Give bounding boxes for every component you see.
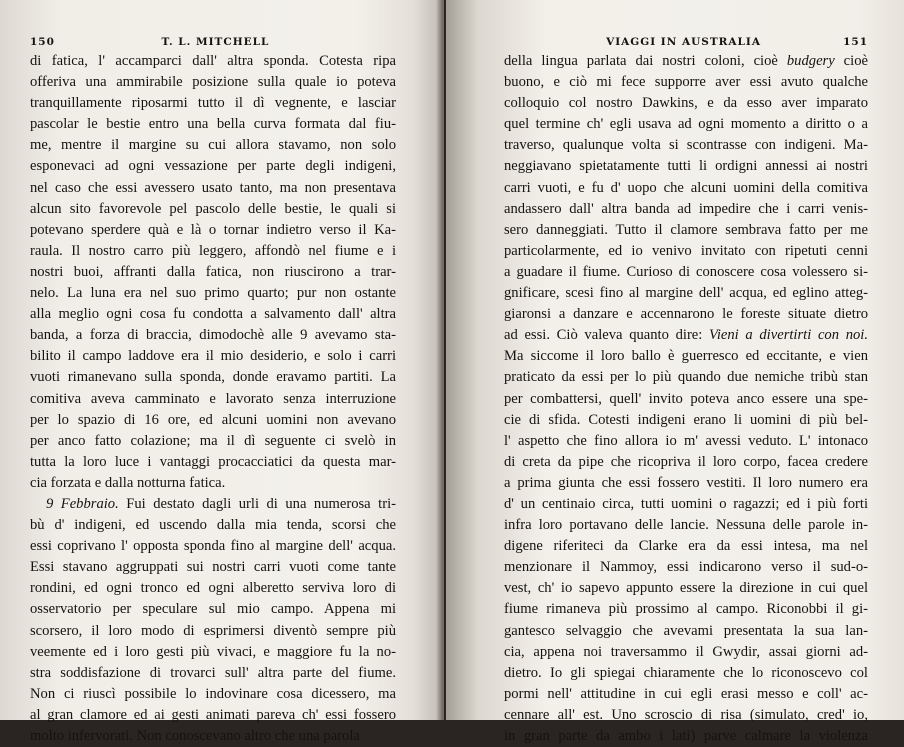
text-line: rondini, ed ogni tronco ed ogni alberetto serviva loro di bbox=[30, 580, 396, 597]
text-line: gnificare, scesi fino al margine dell' acqua, ed eglino atteg- bbox=[504, 285, 868, 302]
text-line: essi coprivano l' opposta sponda fino al margine dell' acqua. bbox=[30, 538, 396, 555]
text-line: stra soddisfazione di trovarci sull' altra parte del fiume. bbox=[30, 664, 396, 681]
paragraph bbox=[504, 51, 868, 747]
text-line: potevano sperdere quà e là o tornar indietro verso il Ka- bbox=[30, 221, 396, 238]
paragraph bbox=[30, 51, 396, 494]
text-line: cennare all' est. Uno scroscio di risa (simulato, cred' io, bbox=[504, 706, 868, 723]
left-page bbox=[0, 0, 444, 744]
text-line: tutta la loro luce i vantaggi procacciatici da questa mar- bbox=[30, 453, 396, 470]
text-line: cia, appena noi traversammo il Gwydir, assai giorni ad- bbox=[504, 643, 868, 660]
text-line: menzionare il Nammoy, essi indicarono verso il sud-o- bbox=[504, 559, 868, 576]
text-line: alcun sito favorevole pel pascolo delle bestie, le quali si bbox=[30, 200, 396, 217]
text-line: Essi stavano aggruppati sui nostri carri vuoti come tante bbox=[30, 559, 396, 576]
italic-text: Vieni a divertirti con noi. bbox=[709, 327, 868, 344]
italic-text: budgery bbox=[786, 53, 835, 69]
left-page-body bbox=[30, 51, 396, 747]
text-line: nel caso che essi avessero usato tanto, ma non presentava bbox=[30, 179, 396, 196]
right-page-number: 151 bbox=[843, 36, 868, 48]
text-line: osservatorio per speculare sul mio campo. Appena mi bbox=[30, 601, 396, 618]
text-line: per combattersi, quell' invito poteva anco essere una spe- bbox=[504, 390, 868, 407]
text-line: comitiva aveva camminato e lavorato senza interruzione bbox=[30, 390, 396, 407]
text-line: d' un centinaio circa, tutti uomini o ragazzi; ed i più forti bbox=[504, 495, 868, 512]
text-line: alla meglio ogni cosa fu condotta a salvamento dall' altra bbox=[30, 306, 396, 323]
text-line: pascolar le bestie entro una bella curva formata dal fiu- bbox=[30, 116, 396, 133]
text-line: dietro. Io gli spiegai chiaramente che lo riconoscevo col bbox=[504, 664, 868, 681]
text-line: digene riferiteci da Clarke era da essi intesa, ma nel bbox=[504, 538, 868, 555]
text-line: neggiavano spietatamente tutti li ordigni annessi ai nostri bbox=[504, 158, 868, 175]
left-page-header bbox=[30, 36, 396, 48]
left-running-head: T. L. MITCHELL bbox=[161, 36, 270, 48]
text-line: andassero dall' altra banda ad impedire che i carri venis- bbox=[504, 200, 868, 217]
text-line: esponevaci ad ogni vessazione per parte degli indigeni, bbox=[30, 158, 396, 175]
text-line: offeriva una ammirabile posizione sulla quale io poteva bbox=[30, 74, 396, 91]
right-page bbox=[446, 0, 904, 744]
text-line: particolarmente, ed io venivo invitato con ripetuti cenni bbox=[504, 242, 868, 259]
text-line: vuoti rimanevano sulla sponda, donde eravamo partiti. La bbox=[30, 369, 396, 386]
text-line: al gran clamore ed ai gesti animati pareva ch' essi fossero bbox=[30, 706, 396, 723]
text-line: di fatica, l' accamparci dall' altra sponda. Cotesta ripa bbox=[30, 53, 396, 69]
text-line: bilito il campo laddove era il mio desiderio, e solo i carri bbox=[30, 348, 396, 365]
left-page-number: 150 bbox=[30, 36, 55, 48]
text-line: infra loro portavano delle lancie. Nessuna delle parole in- bbox=[504, 517, 868, 534]
paragraph bbox=[30, 494, 396, 747]
text-line: molto infervorati. Non conoscevano altro che una parola bbox=[30, 728, 360, 744]
text-line: gantesco selvaggio che avevami presentata la sua lan- bbox=[504, 622, 868, 639]
text-line: raula. Il nostro carro più leggero, affondò nel fiume e i bbox=[30, 242, 396, 259]
text-line: veemente ed i loro gesti più vivaci, e maggiore fu la no- bbox=[30, 643, 396, 660]
text-line: l' aspetto che fino allora io m' avessi veduto. L' intonaco bbox=[504, 432, 868, 449]
text-line: traverso, qualunque volta si scontrasse con indigeni. Ma- bbox=[504, 137, 868, 154]
text-line: tranquillamente riposarmi tutto il dì vegnente, e lasciar bbox=[30, 95, 396, 112]
text-line: banda, a forza di braccia, dimodochè alle 9 avevamo sta- bbox=[30, 327, 396, 344]
text-line: di creta da pipe che ricopriva il loro corpo, facea credere bbox=[504, 453, 868, 470]
text-line: a guadare il fiume. Curioso di conoscere cosa volessero si- bbox=[504, 263, 868, 280]
right-page-body bbox=[504, 51, 868, 747]
text-line: nostri buoi, affranti dalla fatica, non riuscirono a trar- bbox=[30, 263, 396, 280]
text-line: per anco fatto colazione; ma il dì seguente ci svelò in bbox=[30, 432, 396, 449]
text-line: vest, ch' io sapevo appunto essere la direzione in cui quel bbox=[504, 580, 868, 597]
text-line: buono, e ciò mi fece supporre aver essi avuto qualche bbox=[504, 74, 868, 91]
text-line: per lo spazio di 16 ore, ed alcuni uomini non avevano bbox=[30, 411, 396, 428]
text-line: colloquio col nostro Dawkins, e da esso aver imparato bbox=[504, 95, 868, 112]
text-line: carri vuoti, e fu d' uopo che alcuni uomini della comitiva bbox=[504, 179, 868, 196]
text-line: scorsero, il loro modo di esprimersi diventò sempre più bbox=[30, 622, 396, 639]
text-line: sero danneggiati. Tutto il clamore sembrava fatto per me bbox=[504, 221, 868, 238]
text-line: giaronsi a danzare e accennarono le foreste situate dietro bbox=[504, 306, 868, 323]
text-line: in gran parte da ambo i lati) parve calmare la violenza bbox=[504, 728, 868, 744]
date-heading: 9 Febbraio. bbox=[46, 495, 119, 512]
text-line: praticato da essi per lo più quando due nemiche tribù stan bbox=[504, 369, 868, 386]
right-running-head: VIAGGI IN AUSTRALIA bbox=[606, 36, 761, 48]
text-line: bù d' indigeni, ed uscendo dalla mia tenda, scorsi che bbox=[30, 517, 396, 534]
text-line: della lingua parlata dai nostri coloni, cioè budgery cioè bbox=[504, 53, 868, 69]
text-line: nelo. La luna era nel suo primo quarto; pur non ostante bbox=[30, 285, 396, 302]
text-line: cie di sfida. Cotesti indigeni erano li uomini di più bel- bbox=[504, 411, 868, 428]
text-line: Ma siccome il loro ballo è guerresco ed eccitante, e vien bbox=[504, 348, 868, 365]
text-line: quel termine ch' egli usava ad ogni momento a diritto o a bbox=[504, 116, 868, 133]
text-line: fiume rimaneva più prossimo al campo. Riconobbi il gi- bbox=[504, 601, 868, 618]
text-line: ad essi. Ciò valeva quanto dire: Vieni a divertirti con noi. bbox=[504, 327, 868, 344]
text-line: pormi nell' attitudine in cui egli erasi messo e coll' ac- bbox=[504, 685, 868, 702]
text-line: cia forzata e dalla notturna fatica. bbox=[30, 474, 226, 491]
right-page-header bbox=[504, 36, 868, 48]
text-line: Non ci riuscì possibile lo indovinare cosa dicessero, ma bbox=[30, 685, 396, 702]
text-line: a prima giunta che essi fossero vestiti. Il loro numero era bbox=[504, 474, 868, 491]
text-line: me, mentre il margine su cui allora stavamo, non solo bbox=[30, 137, 396, 154]
text-line: 9 Febbraio. Fui destato dagli urli di una numerosa tri- bbox=[46, 495, 396, 512]
